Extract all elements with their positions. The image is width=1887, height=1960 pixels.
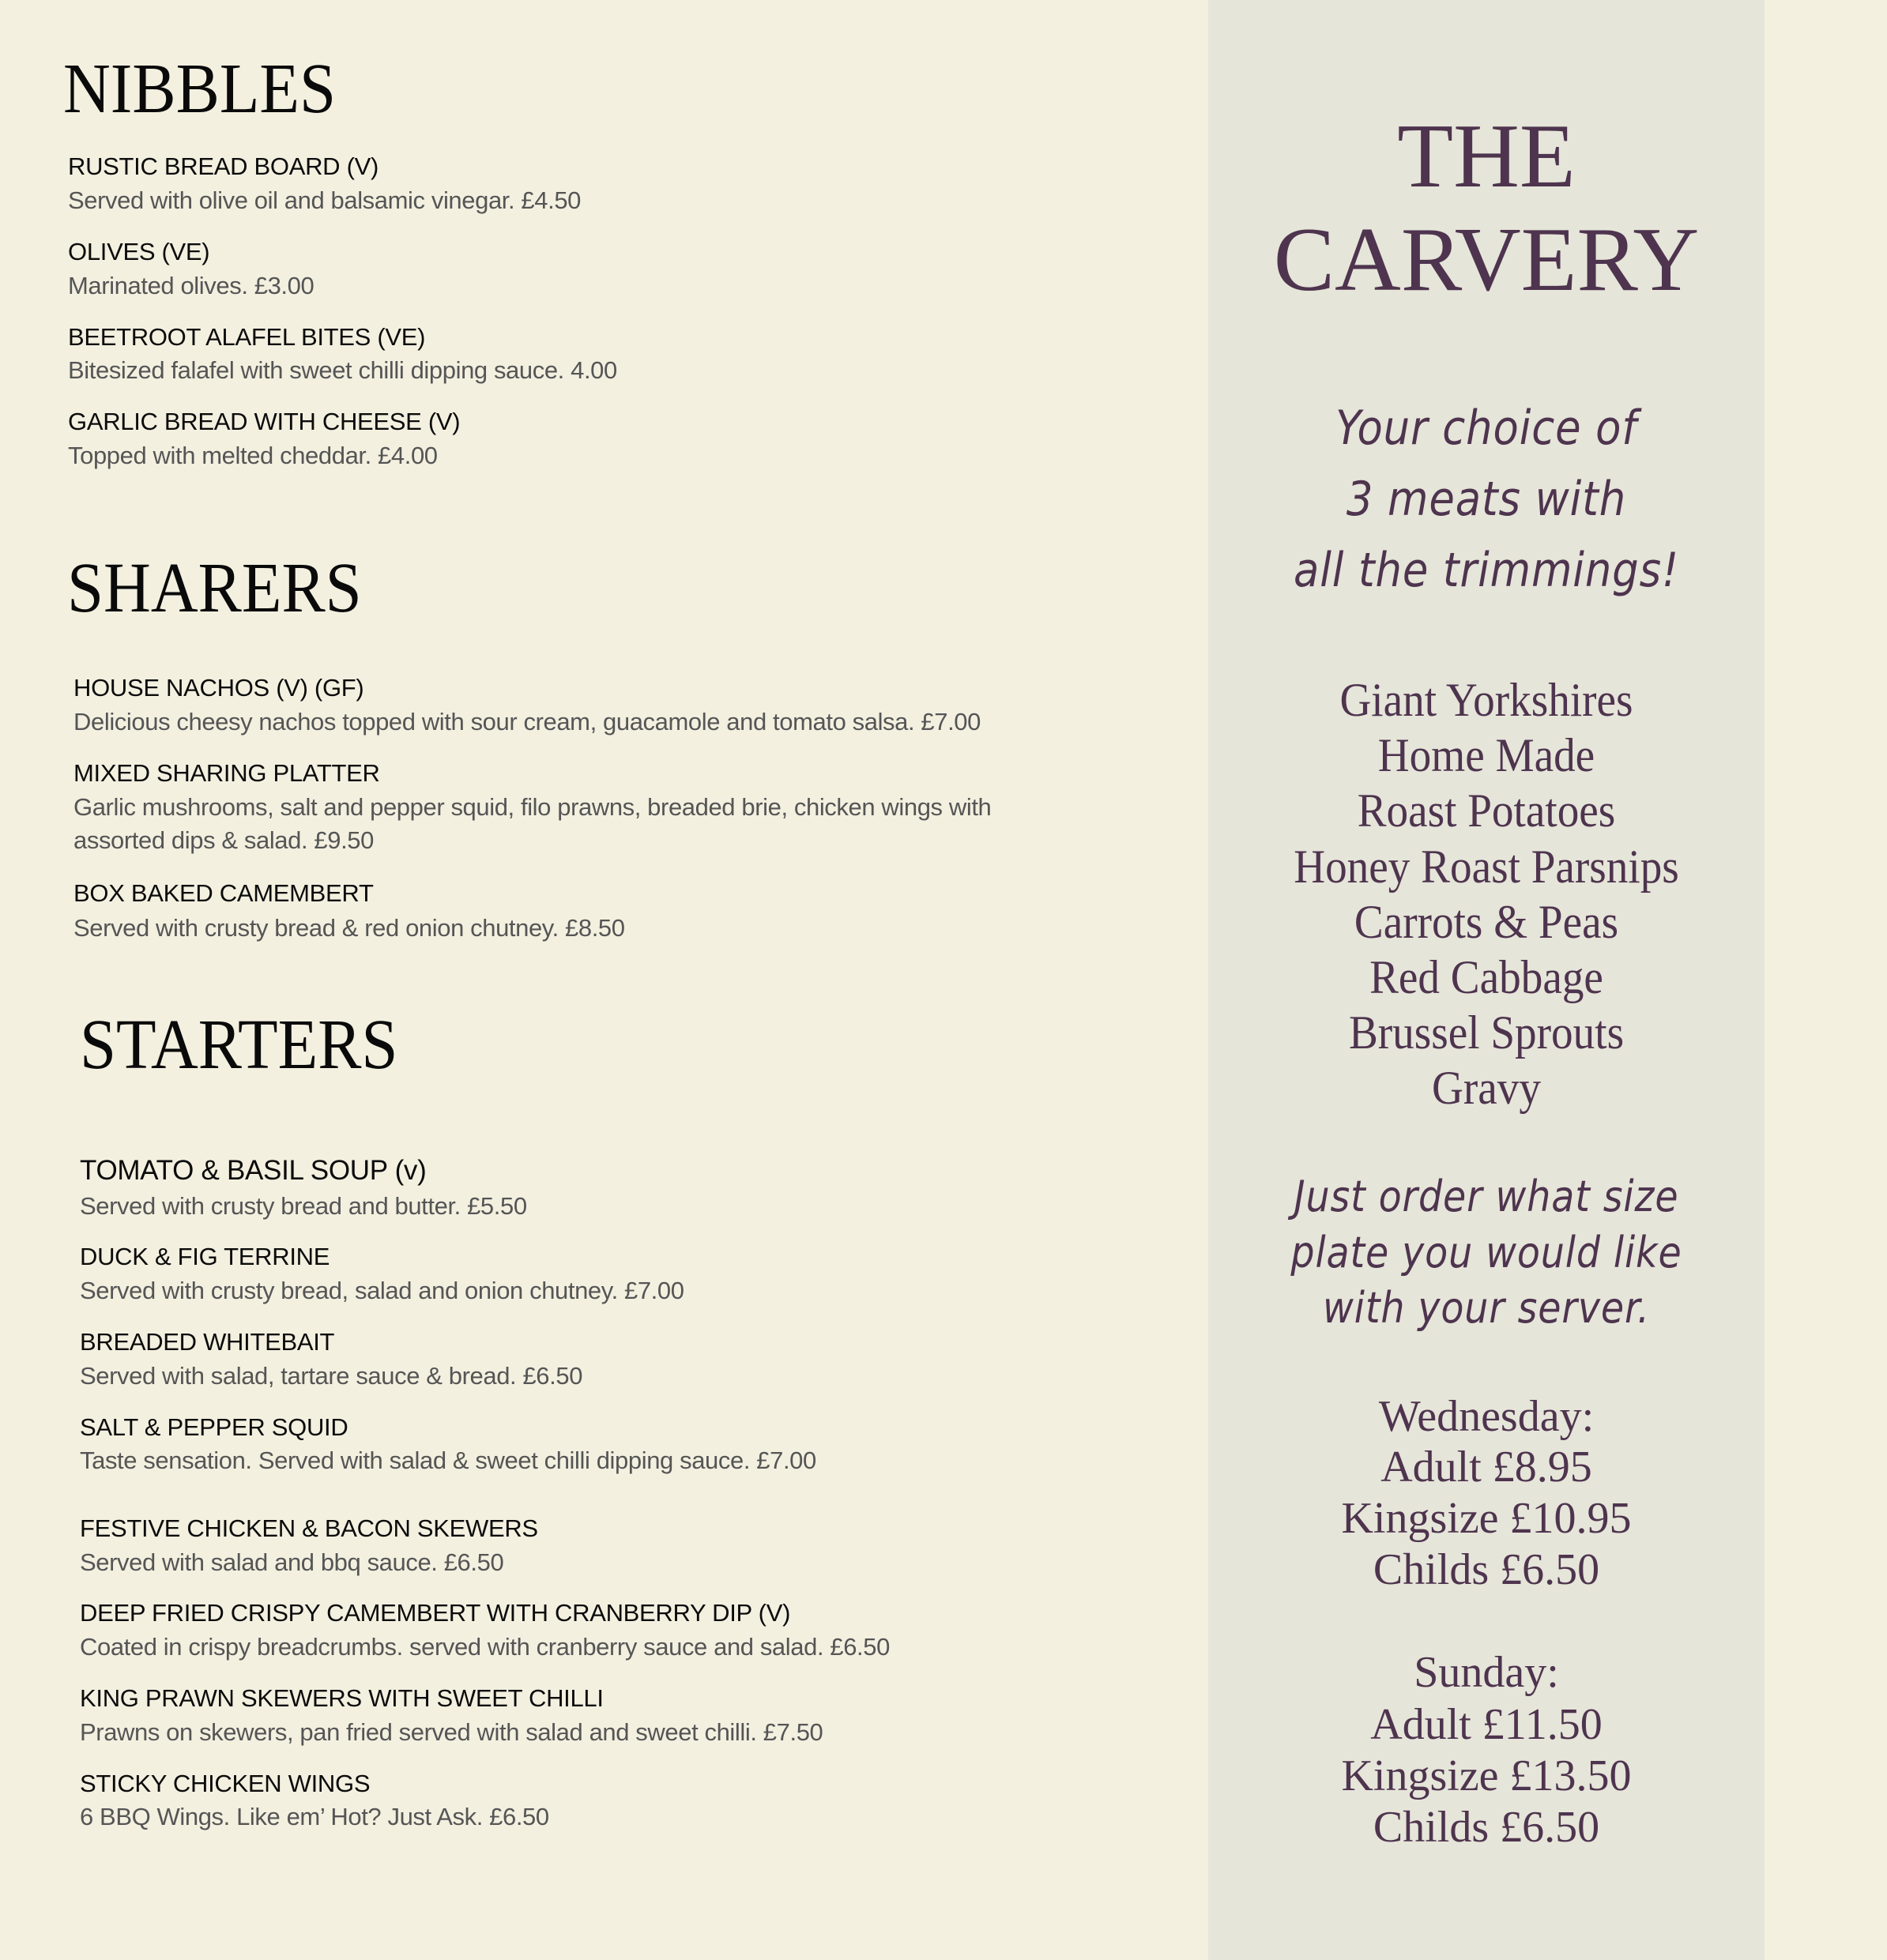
carvery-title-line-1: THE [1397,106,1576,207]
menu-item-title: BREADED WHITEBAIT [80,1328,335,1356]
trimming-item: Gravy [1432,1062,1541,1114]
menu-item-description: Taste sensation. Served with salad & sweet chilli dipping sauce. £7.00 [80,1446,816,1474]
menu-item-title: DEEP FRIED CRISPY CAMEMBERT WITH CRANBERRY DIP (V) [80,1599,791,1627]
price-line: Adult £11.50 [1370,1700,1603,1749]
trimming-item: Brussel Sprouts [1348,1006,1625,1059]
menu-item-title: FESTIVE CHICKEN & BACON SKEWERS [80,1514,538,1542]
menu-item-description: Coated in crispy breadcrumbs. served with cranberry sauce and salad. £6.50 [80,1633,890,1661]
menu-item-title: DUCK & FIG TERRINE [80,1243,330,1270]
carvery-intro-line: all the trimmings! [1293,543,1680,598]
menu-item-title: KING PRAWN SKEWERS WITH SWEET CHILLI [80,1684,604,1712]
trimming-item: Home Made [1377,729,1595,781]
menu-item-description: Served with crusty bread and butter. £5.50 [80,1192,527,1220]
price-line: Childs £6.50 [1373,1803,1600,1852]
menu-item-title: OLIVES (VE) [68,238,210,265]
menu-item-title: GARLIC BREAD WITH CHEESE (V) [68,408,461,435]
menu-item-description: Bitesized falafel with sweet chilli dipping sauce. 4.00 [68,356,617,384]
menu-item-title: HOUSE NACHOS (V) (GF) [73,674,364,702]
pricing-day-wednesday: Wednesday: [1378,1392,1595,1441]
menu-item-title: STICKY CHICKEN WINGS [80,1770,371,1797]
menu-item-description: Served with crusty bread, salad and onion chutney. £7.00 [80,1277,684,1304]
order-note-line: with your server. [1322,1283,1651,1333]
menu-item-description: Garlic mushrooms, salt and pepper squid, filo prawns, breaded brie, chicken wings with [73,793,992,821]
price-line: Childs £6.50 [1373,1545,1600,1594]
menu-item-description: 6 BBQ Wings. Like em’ Hot? Just Ask. £6.50 [80,1803,549,1830]
menu-item-title: RUSTIC BREAD BOARD (V) [68,152,379,180]
carvery-title-line-2: CARVERY [1273,209,1700,310]
trimming-item: Red Cabbage [1369,951,1603,1003]
menu-item-description: Served with olive oil and balsamic vinegar. £4.50 [68,186,582,214]
section-heading-sharers: SHARERS [67,549,362,627]
menu-item-description: assorted dips & salad. £9.50 [73,826,374,854]
trimming-item: Carrots & Peas [1354,896,1619,948]
section-heading-starters: STARTERS [80,1006,398,1084]
menu-item-title: BEETROOT ALAFEL BITES (VE) [68,323,426,351]
trimming-item: Giant Yorkshires [1339,674,1633,726]
section-heading-nibbles: NIBBLES [63,50,337,128]
pricing-day-sunday: Sunday: [1414,1648,1559,1697]
carvery-panel [1208,0,1765,1960]
menu-item-title: MIXED SHARING PLATTER [73,759,380,787]
carvery-intro-line: 3 meats with [1346,472,1627,527]
price-line: Kingsize £13.50 [1341,1751,1632,1800]
menu-item-description: Topped with melted cheddar. £4.00 [68,442,438,469]
menu-item-title: TOMATO & BASIL SOUP (v) [80,1155,427,1186]
menu-item-description: Served with salad and bbq sauce. £6.50 [80,1548,504,1576]
order-note-line: Just order what size [1294,1172,1679,1221]
menu-item-description: Delicious cheesy nachos topped with sour cream, guacamole and tomato salsa. £7.00 [73,708,981,735]
price-line: Adult £8.95 [1380,1443,1592,1492]
menu-item-description: Marinated olives. £3.00 [68,272,314,299]
menu-item-title: SALT & PEPPER SQUID [80,1413,348,1441]
menu-item-description: Served with salad, tartare sauce & bread. £6.50 [80,1362,583,1390]
trimming-item: Honey Roast Parsnips [1294,841,1679,893]
menu-item-title: BOX BAKED CAMEMBERT [73,879,374,907]
carvery-intro-line: Your choice of [1335,401,1637,456]
menu-item-description: Served with crusty bread & red onion chutney. £8.50 [73,914,625,942]
trimming-item: Roast Potatoes [1357,784,1616,837]
menu-item-description: Prawns on skewers, pan fried served with salad and sweet chilli. £7.50 [80,1718,823,1746]
order-note-line: plate you would like [1290,1228,1682,1277]
price-line: Kingsize £10.95 [1341,1494,1632,1543]
